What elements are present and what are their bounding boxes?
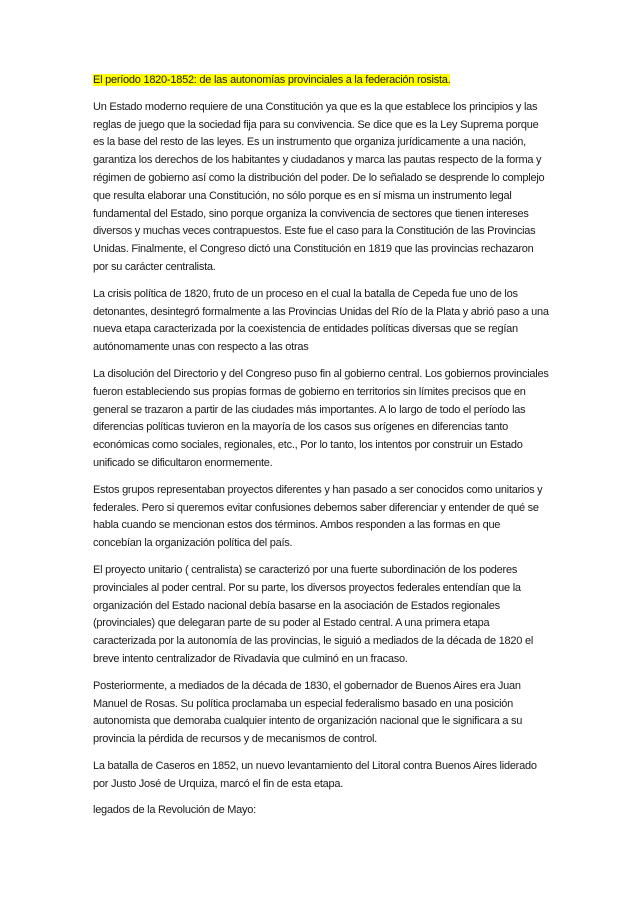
document-title (93, 72, 551, 90)
document-body (93, 72, 551, 829)
paragraph-caseros: La batalla de Caseros en 1852, un nuevo levantamiento del Litoral contra Buenos Aires liderado por Justo José de Urquiza, marcó el fin de esta etapa. (93, 759, 537, 790)
paragraph-constitution: Un Estado moderno requiere de una Constitución ya que es la que establece los principios y las reglas de juego que la sociedad fija para su convivencia. Se dice que es la Ley Suprema porque es la base del resto de las leyes. Es un instrumento que organiza jurídicamente a una nación, garantiza los derechos de los habitantes y ciudadanos y marca las pautas respecto de la forma y régimen de gobierno así como la distribución del poder. De lo señalado se desprende lo complejo que resulta elaborar una Constitución, no sólo porque es en sí misma un instrumento legal fundamental del Estado, sino porque organiza la convivencia de sectores que tienen intereses diversos y muchas veces contrapuestos. Este fue el caso para la Constitución de las Provincias Unidas. Finalmente, el Congreso dictó una Constitución en 1819 que las provincias rechazaron por su carácter centralista. (93, 100, 545, 273)
paragraph-proyecto-unitario: El proyecto unitario ( centralista) se caracterizó por una fuerte subordinación de los poderes provinciales al poder central. Por su parte, los diversos proyectos federales entendían que la organización del Estado nacional debía basarse en la asociación de Estados regionales (provinciales) que delegaran parte de su poder al Estado central. A una primera etapa caracterizada por la autonomía de las provincias, le siguió a mediados de la década de 1820 el breve intento centralizador de Rivadavia que culminó en un fracaso. (93, 563, 534, 665)
paragraph-rosas: Posteriormente, a mediados de la década de 1830, el gobernador de Buenos Aires era Juan Manuel de Rosas. Su política proclamaba un especial federalismo basado en una posición autonomista que demoraba cualquier intento de organización nacional que le significara a su provincia la pérdida de recursos y de mecanismos de control. (93, 679, 523, 746)
paragraph-legados: legados de la Revolución de Mayo: (93, 804, 256, 817)
highlighted-title-text: El período 1820-1852: de las autonomías provinciales a la federación rosista. (93, 74, 451, 86)
paragraph-dissolution: La disolución del Directorio y del Congreso puso fin al gobierno central. Los gobiernos provinciales fueron estableciendo sus propias formas de gobierno en territorios sin límites precisos que en general se trazaron a partir de las ciudades más importantes. A lo largo de todo el período las diferencias políticas tuvieron en la mayoría de los casos sus orígenes en diferencias tanto económicas como sociales, regionales, etc., Por lo tanto, los intentos por construir un Estado unificado se dificultaron enormemente. (93, 367, 549, 469)
paragraph-unitarios-federales: Estos grupos representaban proyectos diferentes y han pasado a ser conocidos como unitarios y federales. Pero si queremos evitar confusiones debemos saber diferenciar y entender de qué se habla cuando se mencionan estos dos términos. Ambos responden a las formas en que concebían la organización política del país. (93, 483, 543, 550)
paragraph-crisis-1820: La crisis política de 1820, fruto de un proceso en el cual la batalla de Cepeda fue uno de los detonantes, desintegró formalmente a las Provincias Unidas del Río de la Plata y abrió paso a una nueva etapa caracterizada por la coexistencia de entidades políticas diversas que se regían autónomamente unas con respecto a las otras (93, 287, 549, 354)
